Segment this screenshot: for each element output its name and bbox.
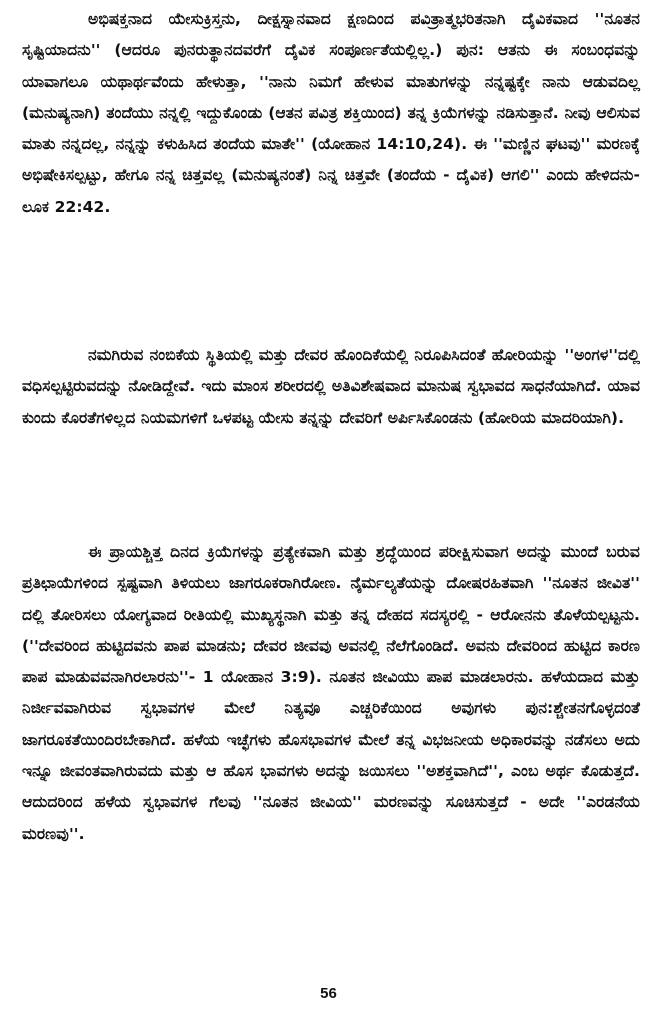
paragraph-2: ನಮಗಿರುವ ನಂಬಿಕೆಯ ಸ್ಥಿತಿಯಲ್ಲಿ ಮತ್ತು ದೇವರ ಹೊಂದಿಕೆಯಲ್ಲಿ ನಿರೂಪಿಸಿದಂತೆ ಹೋರಿಯನ್ನು ''ಅಂಗಳ''ದಲ್ಲಿ ವಧಿಸಲ್ಪಟ್ಟಿರುವದನ್ನು ನೋಡಿದ್ದೇವೆ. ಇದು ಮಾಂಸ ಶರೀರದಲ್ಲಿ ಅತಿವಿಶೇಷವಾದ ಮಾನುಷ ಸ್ವಭಾವದ ಸಾಧನೆಯಾಗಿದೆ. ಯಾವ ಕುಂದು ಕೊರತೆಗಳಿಲ್ಲದ ನಿಯಮಗಳಿಗೆ ಒಳಪಟ್ಟ ಯೇಸು ತನ್ನನ್ನು ದೇವರಿಗೆ ಅರ್ಪಿಸಿಕೊಂಡನು (ಹೋರಿಯ ಮಾದರಿಯಾಗಿ).: [22, 346, 640, 427]
paragraph-1: ಅಭಿಷಕ್ತನಾದ ಯೇಸುಕ್ರಿಸ್ತನು, ದೀಕ್ಷಸ್ನಾನವಾದ ಕ್ಷಣದಿಂದ ಪವಿತ್ರಾತ್ಮಭರಿತನಾಗಿ ದೈವಿಕವಾದ ''ನೂತನ ಸೃಷ್ಟಿಯಾದನು'' (ಆದರೂ ಪುನರುತ್ಥಾನದವರೆಗೆ ದೈವಿಕ ಸಂಪೂರ್ಣತೆಯಲ್ಲಿಲ್ಲ.) ಪುನ: ಆತನು ಈ ಸಂಬಂಧವನ್ನು ಯಾವಾಗಲೂ ಯಥಾರ್ಥವೆಂದು ಹೇಳುತ್ತಾ, ''ನಾನು ನಿಮಗೆ ಹೇಳುವ ಮಾತುಗಳನ್ನು ನನ್ನಷ್ಟಕ್ಕೇ ನಾನು ಆಡುವದಿಲ್ಲ (ಮನುಷ್ಯನಾಗಿ) ತಂದೆಯು ನನ್ನಲ್ಲಿ ಇದ್ದುಕೊಂಡು (ಆತನ ಪವಿತ್ರ ಶಕ್ತಿಯಿಂದ) ತನ್ನ ಕ್ರಿಯೆಗಳನ್ನು ನಡಿಸುತ್ತಾನೆ. ನೀವು ಆಲಿಸುವ ಮಾತು ನನ್ನದಲ್ಲ, ನನ್ನನ್ನು ಕಳುಹಿಸಿದ ತಂದೆಯ ಮಾತೇ'' (ಯೋಹಾನ 14:10,24). ಈ ''ಮಣ್ಣಿನ ಘಟವು'' ಮರಣಕ್ಕೆ ಅಭಿಷೇಕಿಸಲ್ಪಟ್ಟು, ಹೇಗೂ ನನ್ನ ಚಿತ್ತವಲ್ಲ (ಮನುಷ್ಯನಂತೆ) ನಿನ್ನ ಚಿತ್ತವೇ (ತಂದೆಯ - ದೈವಿಕ) ಆಗಲಿ'' ಎಂದು ಹೇಳಿದನು- ಲೂಕ 22:42.: [22, 10, 640, 216]
paragraph-3: ಈ ಪ್ರಾಯಶ್ಚಿತ್ತ ದಿನದ ಕ್ರಿಯೆಗಳನ್ನು ಪ್ರತ್ಯೇಕವಾಗಿ ಮತ್ತು ಶ್ರದ್ಧೆಯಿಂದ ಪರೀಕ್ಷಿಸುವಾಗ ಅದನ್ನು ಮುಂದೆ ಬರುವ ಪ್ರತಿಛಾಯೆಗಳಿಂದ ಸ್ಪಷ್ಟವಾಗಿ ತಿಳಿಯಲು ಜಾಗರೂಕರಾಗಿರೋಣ. ನೈರ್ಮಲ್ಯತೆಯನ್ನು ದೋಷರಹಿತವಾಗಿ ''ನೂತನ ಜೀವಿತ'' ದಲ್ಲಿ ತೋರಿಸಲು ಯೋಗ್ಯವಾದ ರೀತಿಯಲ್ಲಿ ಮುಖ್ಯಸ್ಥನಾಗಿ ಮತ್ತು ತನ್ನ ದೇಹದ ಸದಸ್ಯರಲ್ಲಿ - ಆರೋನನು ತೊಳೆಯಲ್ಪಟ್ಟನು. (''ದೇವರಿಂದ ಹುಟ್ಟಿದವನು ಪಾಪ ಮಾಡನು; ದೇವರ ಜೀವವು ಅವನಲ್ಲಿ ನೆಲೆಗೊಂಡಿದೆ. ಅವನು ದೇವರಿಂದ ಹುಟ್ಟಿದ ಕಾರಣ ಪಾಪ ಮಾಡುವವನಾಗಿರಲಾರನು''- 1 ಯೋಹಾನ 3:9). ನೂತನ ಜೀವಿಯು ಪಾಪ ಮಾಡಲಾರನು. ಹಳೆಯದಾದ ಮತ್ತು ನಿರ್ಜೀವವಾಗಿರುವ ಸ್ವಭಾವಗಳ ಮೇಲೆ ನಿತ್ಯವೂ ಎಚ್ಚರಿಕೆಯಿಂದ ಅವುಗಳು ಪುನ:ಶ್ಚೇತನಗೊಳ್ಳದಂತೆ ಜಾಗರೂಕತೆಯಿಂದಿರಬೇಕಾಗಿದೆ. ಹಳೆಯ ಇಚ್ಛೆಗಳು ಹೊಸಭಾವಗಳ ಮೇಲೆ ತನ್ನ ವಿಭಜನೀಯ ಅಧಿಕಾರವನ್ನು ನಡೆಸಲು ಅದು ಇನ್ನೂ ಜೀವಂತವಾಗಿರುವದು ಮತ್ತು ಆ ಹೊಸ ಭಾವಗಳು ಅದನ್ನು ಜಯಿಸಲು ''ಅಶಕ್ತವಾಗಿದೆ'', ಎಂಬ ಅರ್ಥ ಕೊಡುತ್ತದೆ. ಆದುದರಿಂದ ಹಳೆಯ ಸ್ವಭಾವಗಳ ಗೆಲವು ''ನೂತನ ಜೀವಿಯ'' ಮರಣವನ್ನು ಸೂಚಿಸುತ್ತದೆ - ಅದೇ ''ಎರಡನೆಯ ಮರಣವು''.: [22, 543, 640, 843]
page-number: 56: [320, 985, 337, 1002]
